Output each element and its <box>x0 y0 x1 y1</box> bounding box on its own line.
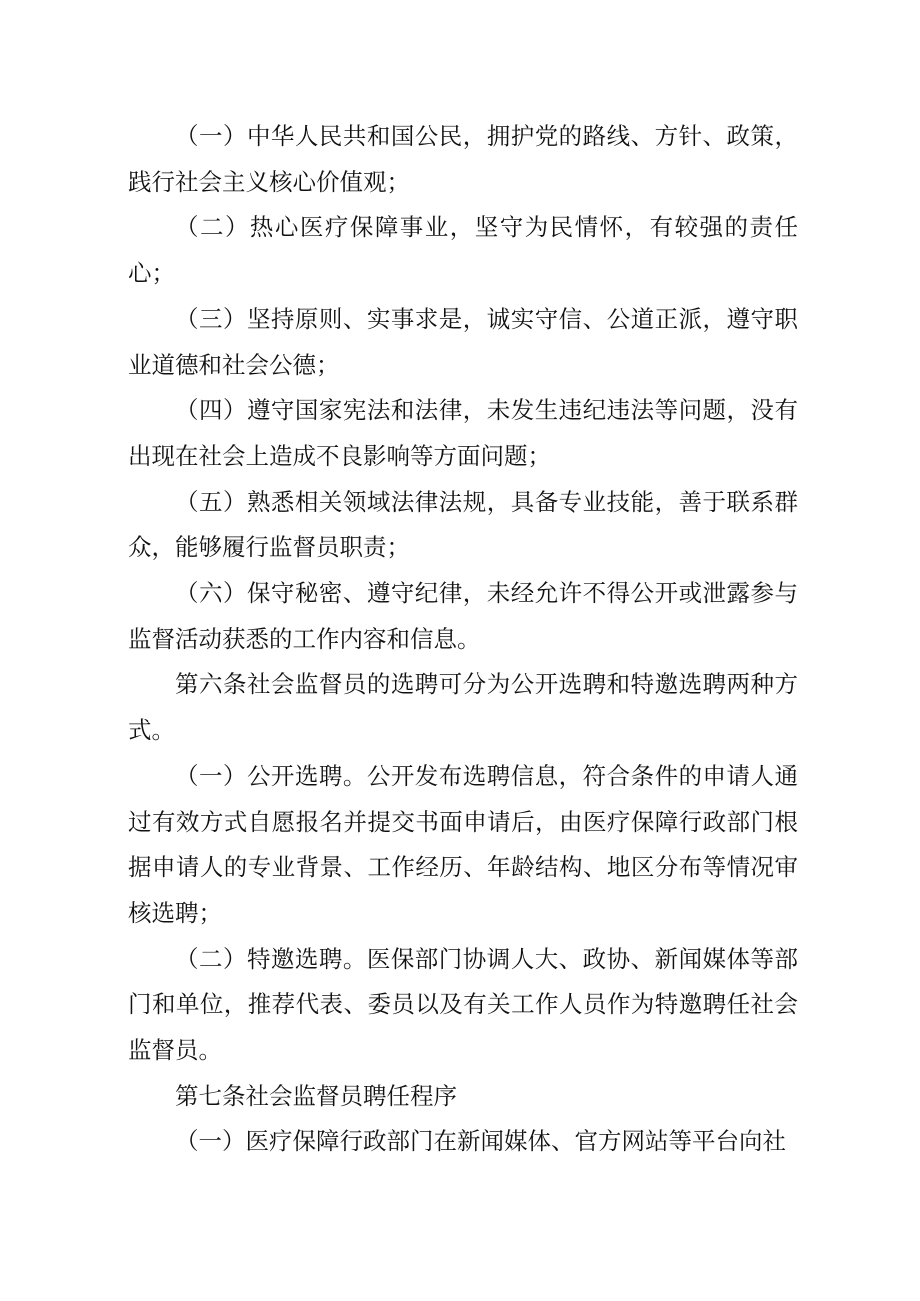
paragraph-qualification-1: （一）中华人民共和国公民，拥护党的路线、方针、政策，践行社会主义核心价值观； <box>128 122 798 196</box>
paragraph-article-6: 第六条社会监督员的选聘可分为公开选聘和特邀选聘两种方式。 <box>128 670 798 745</box>
paragraph-qualification-4: （四）遵守国家宪法和法律，未发生违纪违法等问题，没有出现在社会上造成不良影响等方面问题； <box>128 396 798 470</box>
paragraph-invited-selection: （二）特邀选聘。医保部门协调人大、政协、新闻媒体等部门和单位，推荐代表、委员以及有关工作人员作为特邀聘任社会监督员。 <box>128 944 798 1065</box>
paragraph-qualification-6: （六）保守秘密、遵守纪律，未经允许不得公开或泄露参与监督活动获悉的工作内容和信息。 <box>128 579 798 653</box>
paragraph-qualification-2: （二）热心医疗保障事业，坚守为民情怀，有较强的责任心； <box>128 213 798 288</box>
paragraph-qualification-5: （五）熟悉相关领域法律法规，具备专业技能，善于联系群众，能够履行监督员职责； <box>128 487 798 562</box>
paragraph-public-selection: （一）公开选聘。公开发布选聘信息，符合条件的申请人通过有效方式自愿报名并提交书面申请后，由医疗保障行政部门根据申请人的专业背景、工作经历、年龄结构、地区分布等情况审核选聘； <box>128 761 798 927</box>
document-body <box>128 114 798 1165</box>
paragraph-procedure-1: （一）医疗保障行政部门在新闻媒体、官方网站等平台向社 <box>175 1127 786 1156</box>
paragraph-article-7: 第七条社会监督员聘任程序 <box>175 1081 457 1110</box>
paragraph-qualification-3: （三）坚持原则、实事求是，诚实守信、公道正派，遵守职业道德和社会公德； <box>128 304 798 379</box>
